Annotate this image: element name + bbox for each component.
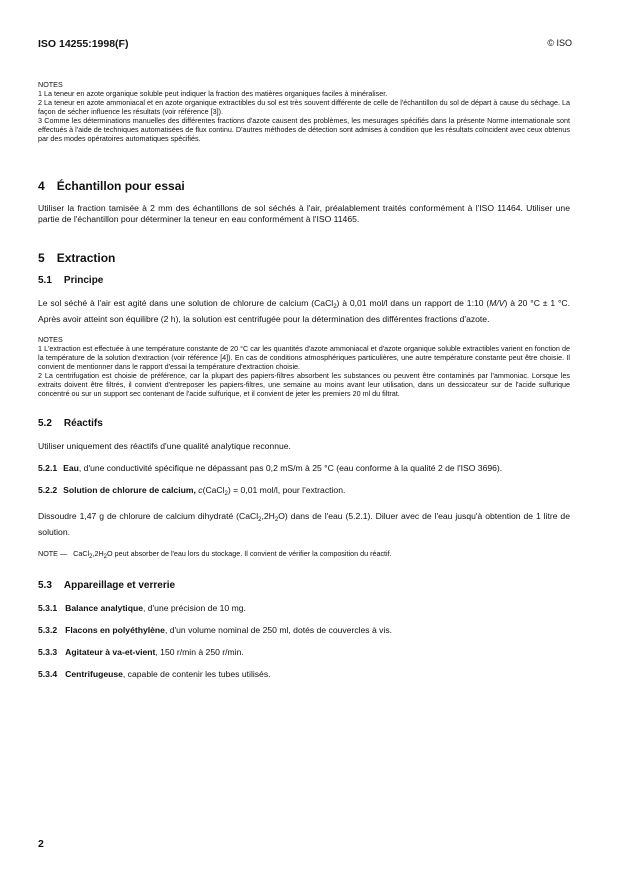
note-item: NOTE — $CaCl_2,2H_2O$ peut absorber de l'eau lors du stockage. Il convient de vérifier la composition du réactif. [38, 548, 392, 560]
clause-paragraph: 5.3.4 Centrifugeuse, capable de contenir les tubes utilisés. [38, 669, 271, 680]
note-item: 1 L'extraction est effectuée à une température constante de 20 °C car les quantités d'azote ammoniacal et d'azote organique soluble extractibles varient en fonction de la température de la solution d'extraction (voir référence [4]). En cas de conditions atmosphériques particulières, une autre température constante peut être choisie. Il convient de mentionner dans le rapport d'essai la température d'extraction choisie. [38, 343, 570, 371]
section-paragraph: Utiliser uniquement des réactifs d'une qualité analytique reconnue. [38, 440, 291, 451]
section-heading: 4 Échantillon pour essai [38, 179, 185, 193]
section-paragraph: Le sol séché à l'air est agité dans une solution de chlorure de calcium (CaCl$_2$) à 0,01 mol/l dans un rapport de 1:10 (M/V) à 20 °C ± 1 °C. Après avoir atteint son équilibre (2 h), la solution est centrifugée pour la détermination des différentes fractions d'azote. [38, 298, 570, 324]
note-item: 2 La teneur en azote ammoniacal et en azote organique extractibles du sol est très souvent différente de celle de l'échantillon du sol de départ à cause du séchage. La façon de sécher influence les résultats (voir référence [3]). [38, 98, 570, 116]
section-heading: 5 Extraction [38, 251, 116, 266]
note-item: 3 Comme les déterminations manuelles des différentes fractions d'azote causent des problèmes, les mesurages spécifiés dans la présente Norme internationale sont effectués à l'aide de techniques automatisées de flux continu. D'autres méthodes de détection sont admises à condition que les résultats coïncident avec ceux obtenus par des modes opératoires automatiques spécifiés. [38, 116, 570, 143]
note-item: 2 La centrifugation est choisie de préférence, car la plupart des papiers-filtres absorbent les substances ou peuvent être contaminés par l'ammoniac. Lorsque les extraits doivent être filtrés, il convient d'entreposer les papiers-filtres, une semaine au moins avant leur utilisation, dans un dessiccateur sur de l'acide sulfurique concentré ou sur un support sec contenant de l'acide sulfurique, et il convient de jeter les premiers 20 ml du filtrat. [38, 370, 570, 398]
notes-label: NOTES [38, 334, 63, 344]
notes-label: NOTES [38, 80, 63, 89]
clause-paragraph: 5.3.3 Agitateur à va-et-vient, 150 r/min à 250 r/min. [38, 647, 244, 658]
standard-reference: ISO 14255:1998(F) [38, 38, 129, 50]
subsection-heading: 5.2 Réactifs [38, 417, 103, 429]
subsection-heading: 5.3 Appareillage et verrerie [38, 579, 176, 591]
clause-paragraph: 5.2.1 Eau, d'une conductivité spécifique ne dépassant pas 0,2 mS/m à 25 °C (eau conforme à la qualité 2 de l'ISO 3696). [38, 463, 503, 474]
clause-paragraph: 5.3.2 Flacons en polyéthylène, d'un volume nominal de 250 ml, dotés de couvercles à vis. [38, 625, 393, 636]
section-paragraph: Dissoudre 1,47 g de chlorure de calcium dihydraté $(CaCl_2,2H_2O)$ dans de l'eau (5.2.1). Diluer avec de l'eau jusqu'à obtention de 1 litre de solution. [38, 511, 570, 537]
clause-paragraph: 5.2.2 Solution de chlorure de calcium, c(CaCl$_2$) = 0,01 mol/l, pour l'extraction. [38, 485, 346, 498]
page-content [38, 80, 570, 681]
section-paragraph: Utiliser la fraction tamisée à 2 mm des échantillons de sol séchés à l'air, préalablement traités conformément à l'ISO 11464. Utiliser une partie de l'échantillon pour déterminer la teneur en eau conformément à l'ISO 11465. [38, 203, 570, 225]
copyright-mark: © ISO [547, 38, 572, 48]
page-number: 2 [38, 838, 44, 850]
clause-paragraph: 5.3.1 Balance analytique, d'une précision de 10 mg. [38, 602, 246, 613]
subsection-heading: 5.1 Principe [38, 275, 104, 287]
note-item: 1 La teneur en azote organique soluble peut indiquer la fraction des matières organiques faciles à minéraliser. [38, 89, 388, 98]
